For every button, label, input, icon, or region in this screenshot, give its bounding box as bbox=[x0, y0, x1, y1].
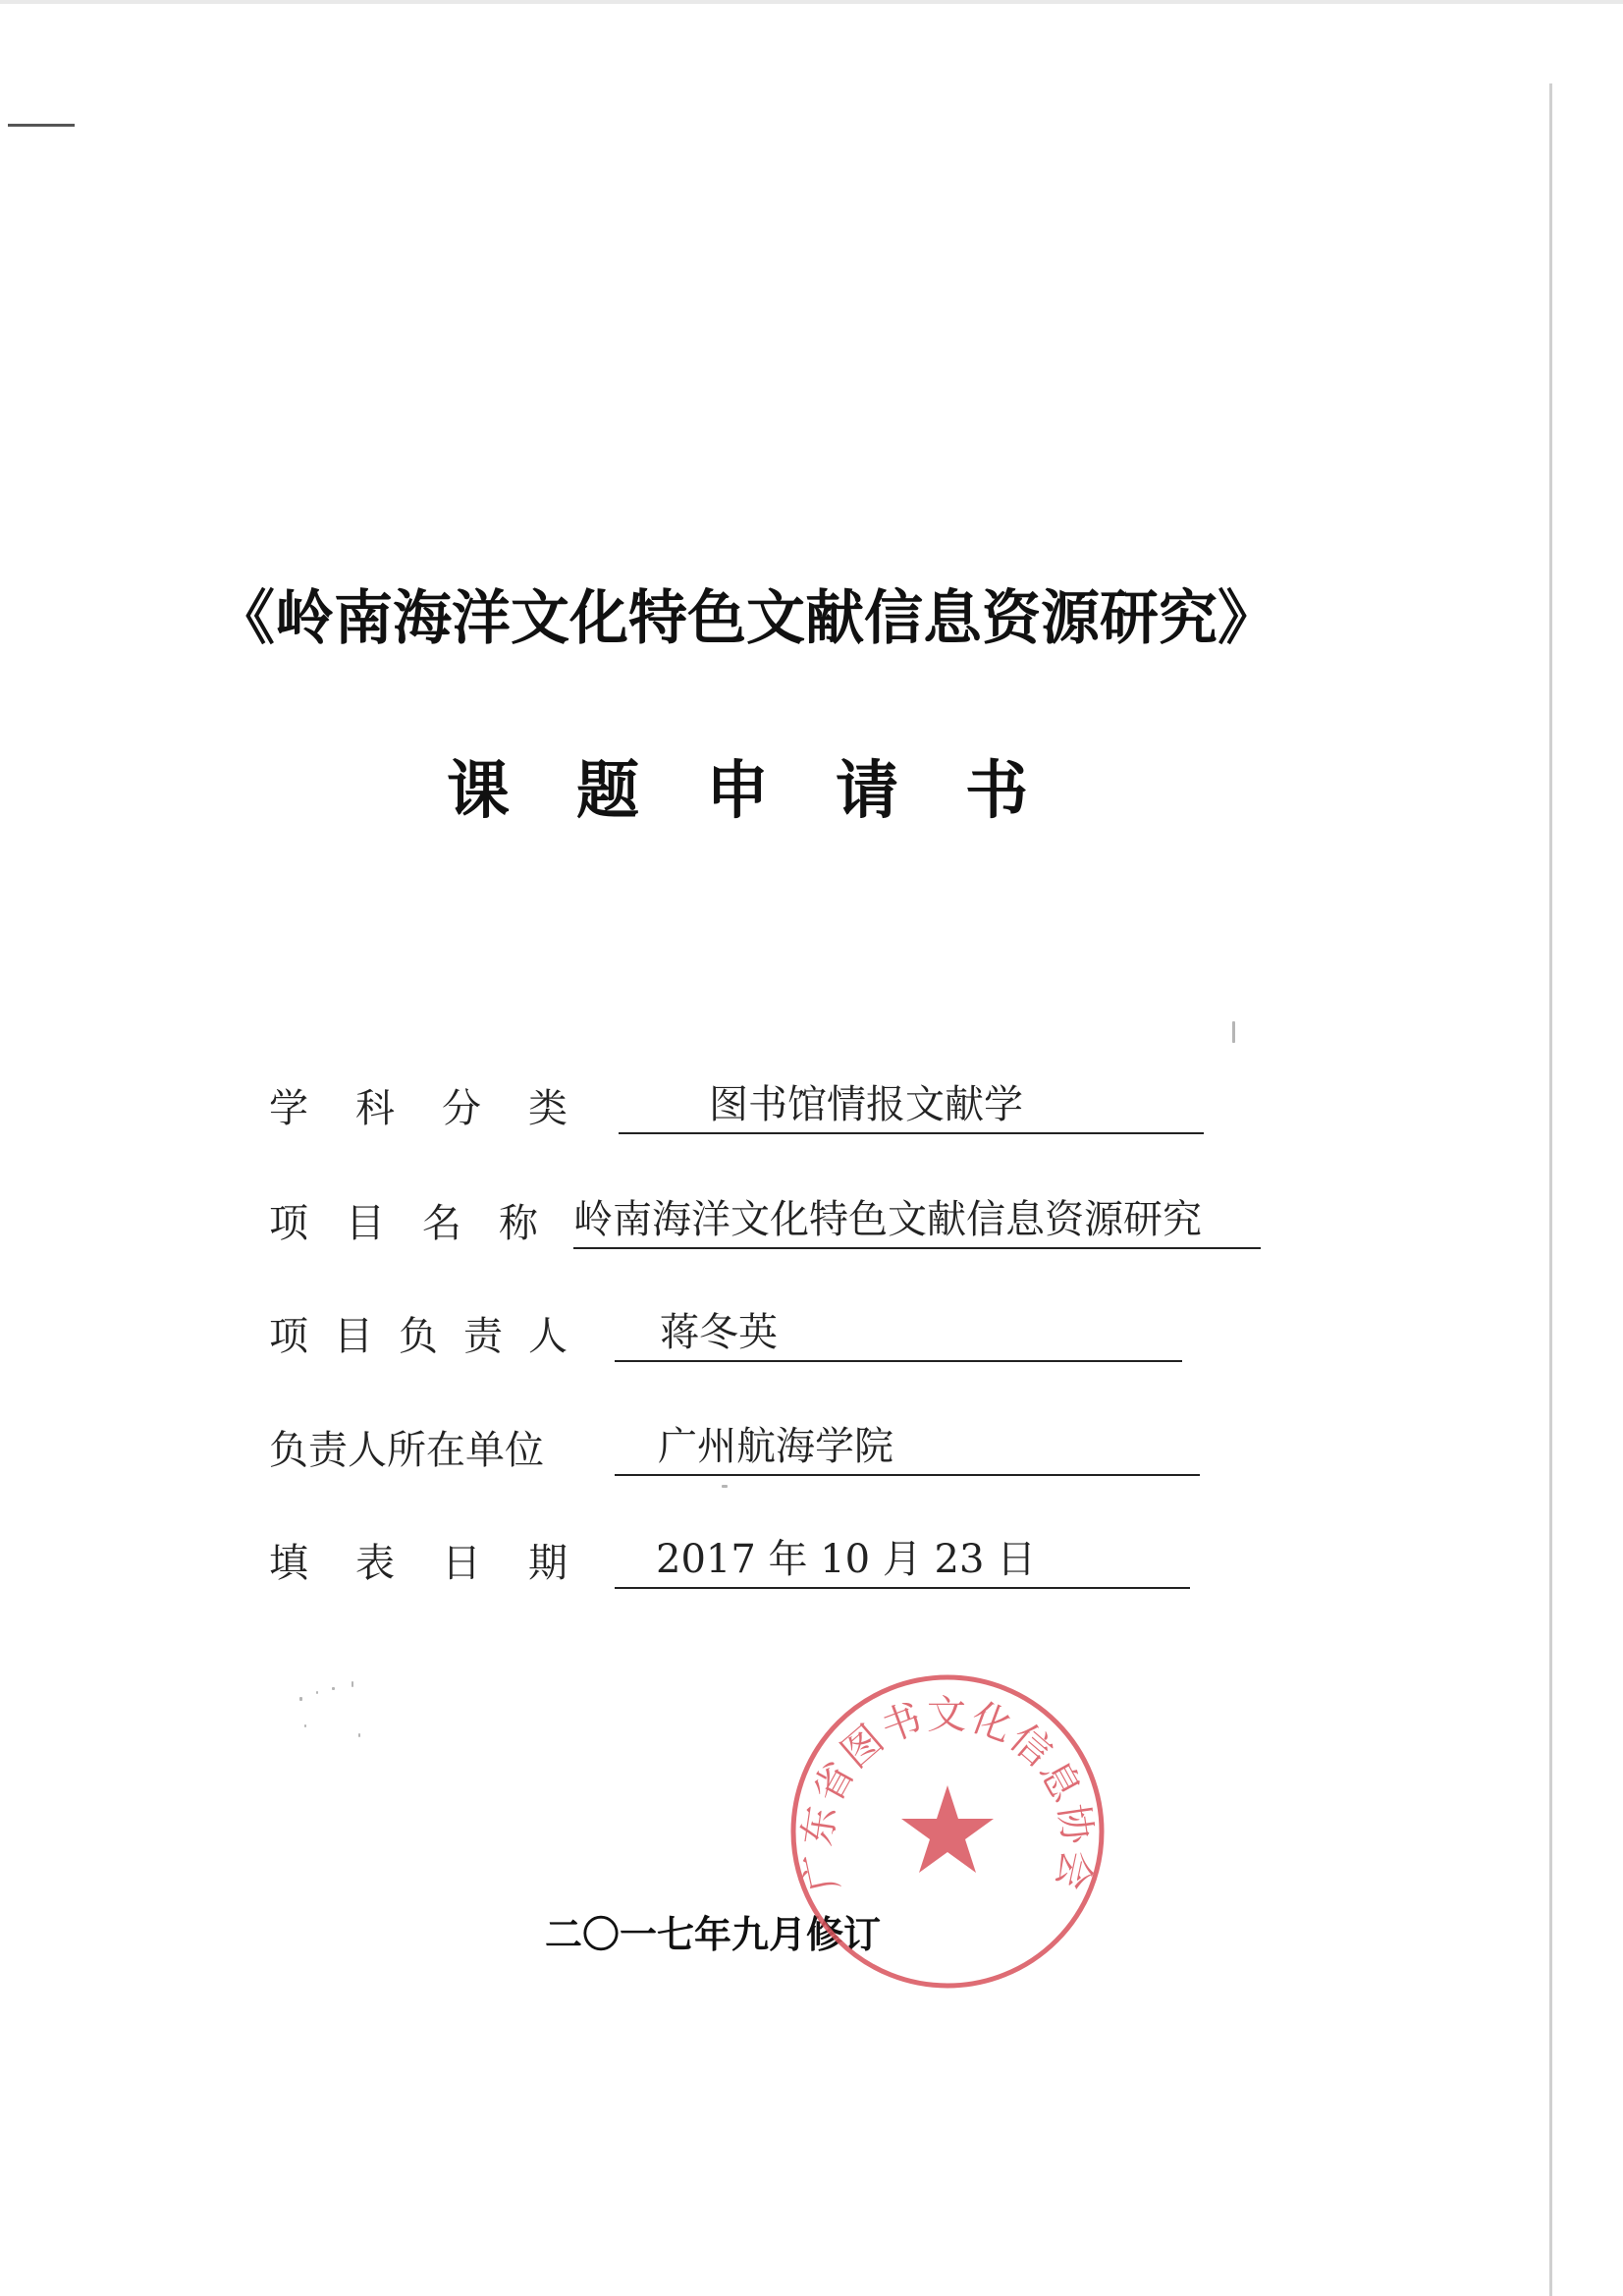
label-char: 学 bbox=[269, 1085, 308, 1131]
scan-dust bbox=[304, 1724, 306, 1727]
label-char: 人 bbox=[348, 1427, 387, 1473]
subtitle-char: 题 bbox=[576, 755, 639, 828]
document-subtitle bbox=[447, 741, 1028, 830]
document-title: 《岭南海洋文化特色文献信息资源研究》 bbox=[216, 584, 1276, 653]
label-char: 所 bbox=[387, 1427, 426, 1473]
scan-mark bbox=[8, 124, 75, 127]
field-value: 蒋冬英 bbox=[660, 1310, 778, 1355]
label-char: 负 bbox=[269, 1427, 308, 1473]
label-char: 目 bbox=[334, 1313, 373, 1359]
field-value: 岭南海洋文化特色文献信息资源研究 bbox=[573, 1197, 1202, 1242]
official-seal-stamp bbox=[785, 1669, 1109, 1994]
scan-dust bbox=[316, 1691, 318, 1694]
label-char: 在 bbox=[426, 1427, 465, 1473]
label-char: 负 bbox=[399, 1313, 438, 1359]
scan-dust bbox=[332, 1687, 335, 1690]
field-underline bbox=[573, 1247, 1261, 1249]
field-underline bbox=[615, 1587, 1190, 1589]
label-char: 类 bbox=[528, 1085, 568, 1131]
field-underline bbox=[615, 1474, 1200, 1476]
label-char: 期 bbox=[528, 1540, 568, 1586]
seal-star-icon bbox=[901, 1785, 994, 1873]
label-char: 分 bbox=[442, 1085, 481, 1131]
label-char: 科 bbox=[355, 1085, 395, 1131]
field-label bbox=[269, 1190, 538, 1249]
scan-dust bbox=[1232, 1021, 1235, 1043]
label-char: 填 bbox=[269, 1540, 308, 1586]
field-label bbox=[269, 1530, 568, 1589]
field-label bbox=[269, 1075, 568, 1134]
subtitle-char: 请 bbox=[836, 755, 898, 828]
label-char: 责 bbox=[308, 1427, 348, 1473]
label-char: 日 bbox=[442, 1540, 481, 1586]
scan-edge-top bbox=[0, 0, 1623, 4]
seal-text: 广东省图书文化信息协会 bbox=[794, 1692, 1101, 1896]
field-value: 图书馆情报文献学 bbox=[709, 1082, 1023, 1127]
subtitle-char: 申 bbox=[706, 755, 769, 828]
label-char: 位 bbox=[505, 1427, 544, 1473]
scan-edge-right bbox=[1549, 83, 1552, 2296]
scan-dust bbox=[358, 1733, 360, 1737]
label-char: 目 bbox=[346, 1200, 385, 1246]
label-char: 称 bbox=[499, 1200, 538, 1246]
field-value: 2017 年 10 月 23 日 bbox=[656, 1537, 1037, 1582]
label-char: 表 bbox=[355, 1540, 395, 1586]
field-underline bbox=[615, 1360, 1182, 1362]
label-char: 名 bbox=[422, 1200, 461, 1246]
scan-dust bbox=[299, 1697, 302, 1701]
scan-dust bbox=[352, 1681, 353, 1687]
label-char: 单 bbox=[465, 1427, 505, 1473]
field-value: 广州航海学院 bbox=[658, 1424, 893, 1469]
label-char: 项 bbox=[269, 1200, 308, 1246]
revision-date: 二〇一七年九月修订 bbox=[545, 1913, 882, 1956]
field-underline bbox=[619, 1132, 1204, 1134]
field-label bbox=[269, 1303, 568, 1362]
scan-dust bbox=[722, 1485, 728, 1488]
label-char: 责 bbox=[463, 1313, 503, 1359]
label-char: 人 bbox=[528, 1313, 568, 1359]
field-label bbox=[269, 1417, 544, 1476]
label-char: 项 bbox=[269, 1313, 308, 1359]
subtitle-char: 书 bbox=[965, 755, 1028, 828]
subtitle-char: 课 bbox=[447, 755, 510, 828]
